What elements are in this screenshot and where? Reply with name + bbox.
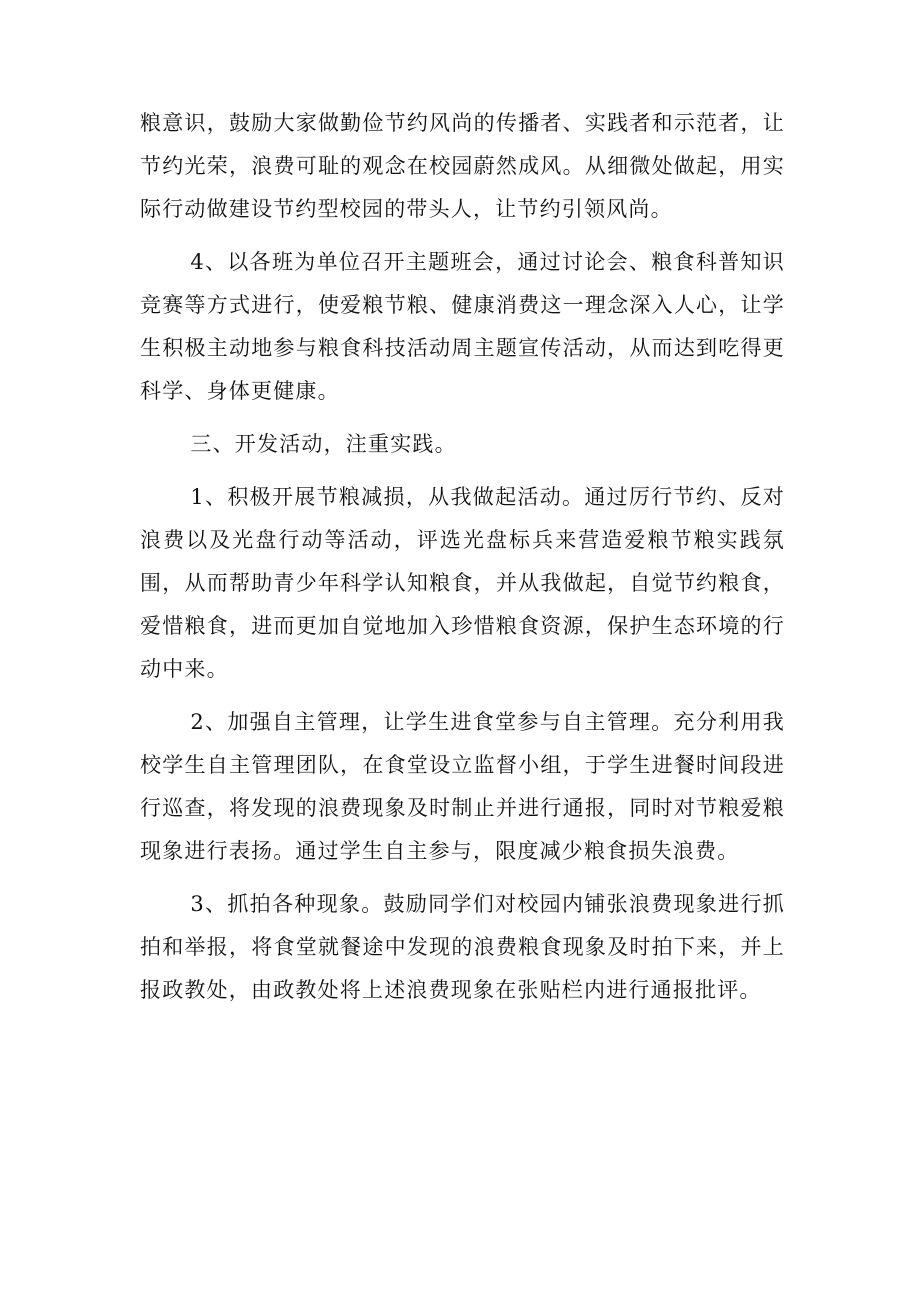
paragraph-continuation: 粮意识，鼓励大家做勤俭节约风尚的传播者、实践者和示范者，让节约光荣，浪费可耻的观念在校园蔚然成风。从细微处做起，用实际行动做建设节约型校园的带头人，让节约引领风尚。: [140, 111, 785, 221]
paragraph-item-1: 1、积极开展节粮减损，从我做起活动。通过厉行节约、反对浪费以及光盘行动等活动，评选光盘标兵来营造爱粮节粮实践氛围，从而帮助青少年科学认知粮食，并从我做起，自觉节约粮食，爱惜粮食，进而更加自觉地加入珍惜粮食资源，保护生态环境的行动中来。: [140, 485, 785, 681]
paragraph-item-4: 4、以各班为单位召开主题班会，通过讨论会、粮食科普知识竞赛等方式进行，使爱粮节粮、健康消费这一理念深入人心，让学生积极主动地参与粮食科技活动周主题宣传活动，从而达到吃得更科学、身体更健康。: [140, 250, 785, 403]
paragraph-item-2: 2、加强自主管理，让学生进食堂参与自主管理。充分利用我校学生自主管理团队，在食堂设立监督小组，于学生进餐时间段进行巡查，将发现的浪费现象及时制止并进行通报，同时对节粮爱粮现象进行表扬。通过学生自主参与，限度减少粮食损失浪费。: [140, 710, 785, 863]
document-body: [140, 102, 785, 1012]
section-heading-3: 三、开发活动，注重实践。: [190, 432, 457, 456]
paragraph-item-3: 3、抓拍各种现象。鼓励同学们对校园内铺张浪费现象进行抓拍和举报，将食堂就餐途中发现的浪费粮食现象及时拍下来，并上报政教处，由政教处将上述浪费现象在张贴栏内进行通报批评。: [140, 892, 785, 1002]
